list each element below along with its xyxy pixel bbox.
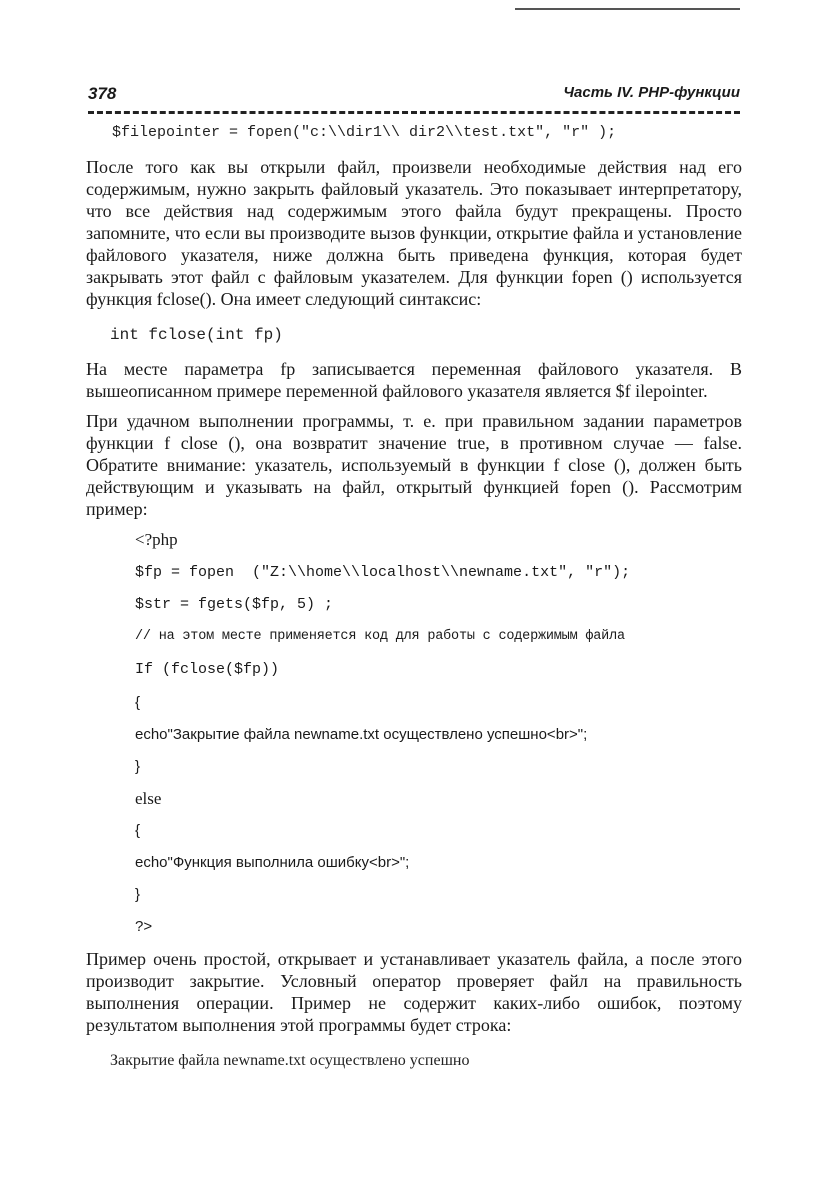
listing-comment: // на этом месте применяется код для работы с содержимым файла [135, 629, 625, 644]
page-header [88, 84, 740, 108]
paragraph-example-explanation: Пример очень простой, открывает и устанавливает указатель файла, а после этого производит закрытие. Условный оператор проверяет файл на правильность выполнения операции. Пример не содержит каких-либо ошибок, поэтому результатом выполнения этой программы будет строка: [86, 949, 742, 1035]
listing-line: echo"Закрытие файла newname.txt осуществлено успешно<br>"; [135, 726, 588, 743]
listing-line: echo"Функция выполнила ошибку<br>"; [135, 854, 410, 871]
program-output-line: Закрытие файла newname.txt осуществлено успешно [110, 1052, 470, 1069]
page-number: 378 [88, 84, 117, 103]
code-fopen-example: $filepointer = fopen("c:\\dir1\\ dir2\\test.txt", "r" ); [112, 124, 617, 141]
listing-line: ?> [135, 918, 153, 935]
listing-line: } [135, 886, 141, 903]
listing-line: <?php [135, 530, 178, 549]
paragraph-fp-parameter: На месте параметра fp записывается переменная файлового указателя. В вышеописанном примере переменной файлового указателя является $f ilepointer. [86, 359, 742, 401]
listing-line: $str = fgets($fp, 5) ; [135, 596, 334, 613]
code-fclose-syntax: int fclose(int fp) [110, 326, 283, 344]
paragraph-return-value: При удачном выполнении программы, т. е. при правильном задании параметров функции f close (), она возвратит значение true, в противном случае — false. Обратите внимание: указатель, используемый в функции f close (), должен быть действующим и указывать на файл, открытый функцией fopen (). Рассмотрим пример: [86, 411, 742, 519]
top-decorative-rule [515, 8, 740, 10]
listing-line: $fp = fopen ("Z:\\home\\localhost\\newname.txt", "r"); [135, 564, 631, 581]
paragraph-fclose-intro: После того как вы открыли файл, произвели необходимые действия над его содержимым, нужно закрыть файловый указатель. Это показывает интерпретатору, что все действия над содержимым этого файла будут прекращены. Просто запомните, что если вы производите вызов функции, открытие файла и установление файлового указателя, ниже должна быть приведена функция, которая будет закрывать этот файл с файловым указателем. Для функции fopen () используется функция fclose(). Она имеет следующий синтаксис: [86, 157, 742, 309]
listing-line: If (fclose($fp)) [135, 661, 280, 678]
header-rule [88, 111, 740, 114]
listing-line: else [135, 789, 162, 808]
listing-line: { [135, 694, 141, 711]
running-head: Часть IV. PHP-функции [563, 84, 740, 101]
listing-line: } [135, 758, 141, 775]
listing-line: { [135, 822, 141, 839]
